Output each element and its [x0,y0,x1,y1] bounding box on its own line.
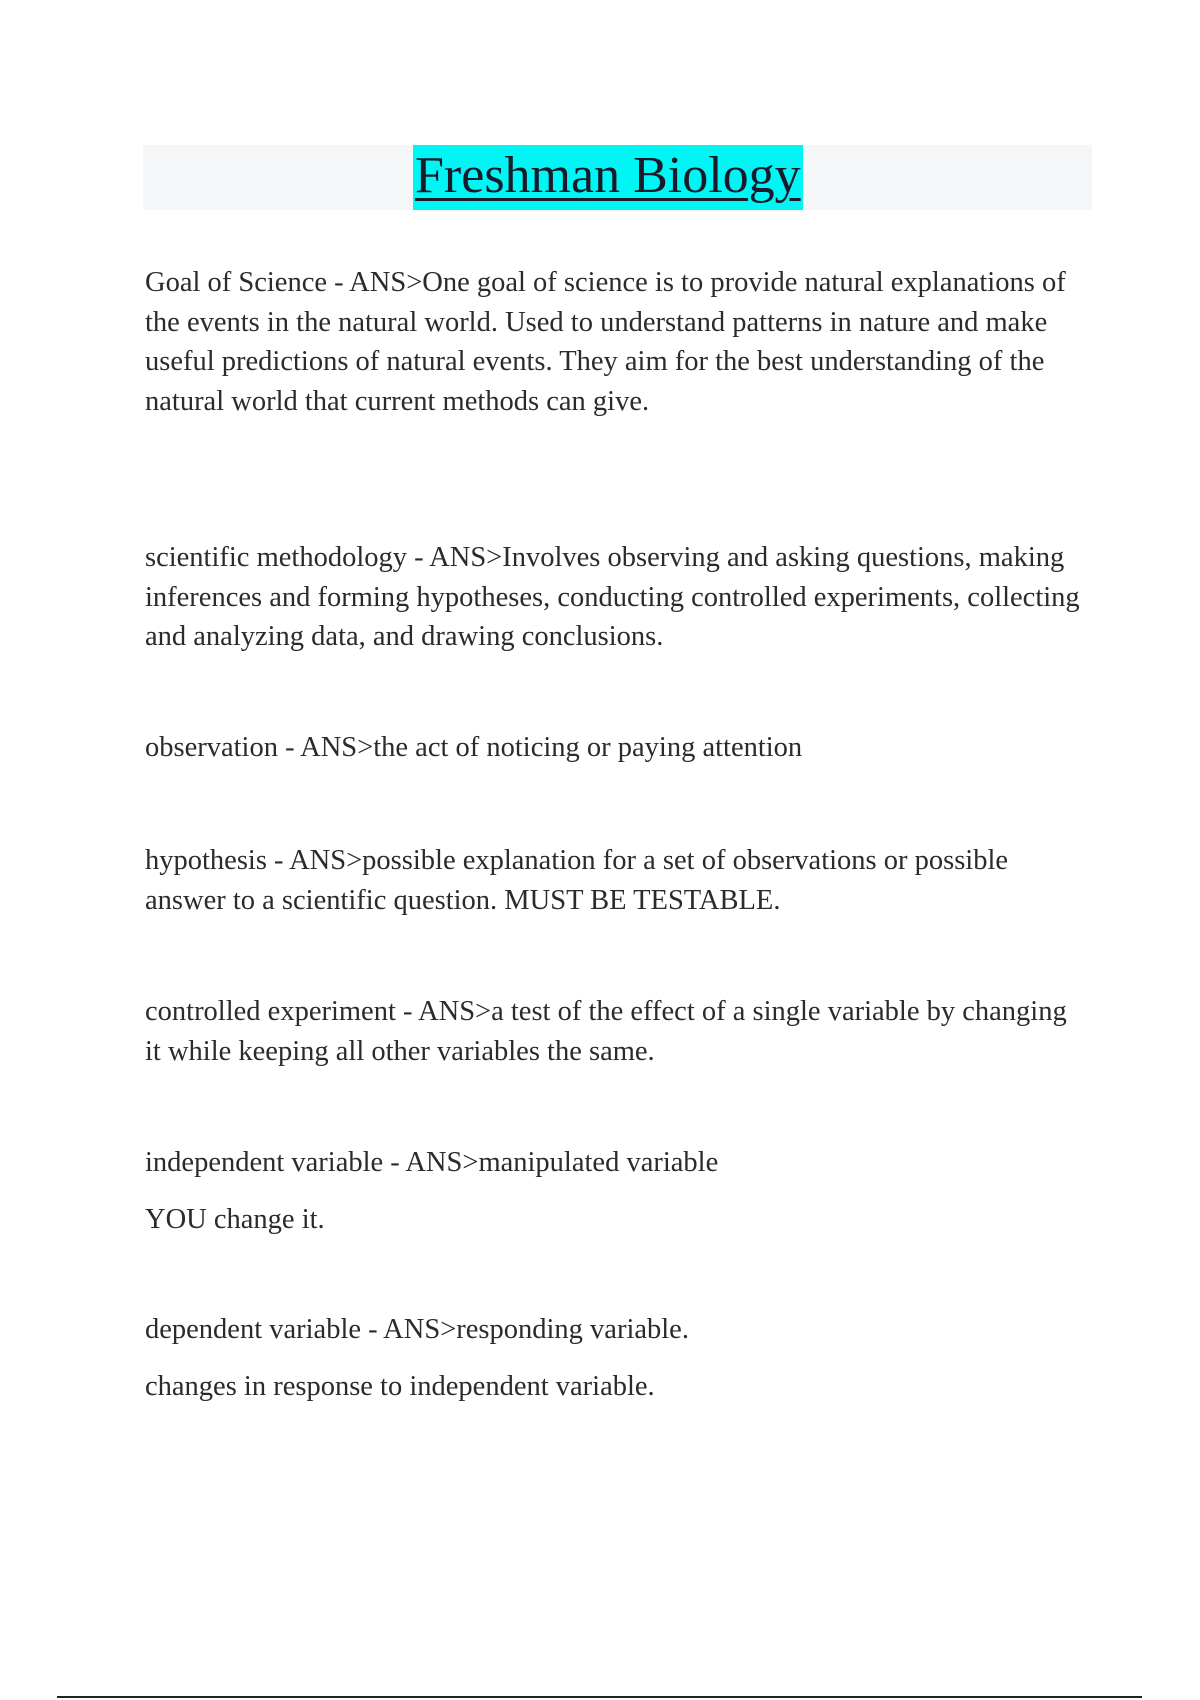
entry-text: hypothesis - ANS>possible explanation for a set of observations or possible answer to a scientific question. MUST BE TESTABLE. [145,845,1009,916]
flashcard-entry [145,1143,718,1239]
entry-note: changes in response to independent variable. [145,1370,655,1402]
entry-text: observation - ANS>the act of noticing or paying attention [145,732,803,763]
flashcard-entry [145,841,1085,920]
flashcard-entry [145,263,1085,421]
entry-text: Goal of Science - ANS>One goal of science is to provide natural explanations of the events in the natural world. Used to understand patterns in nature and make useful predictions of natural events. They aim for the best understanding of the natural world that current methods can give. [145,267,1066,417]
flashcard-entry [145,992,1085,1071]
entry-text: scientific methodology - ANS>Involves observing and asking questions, making inferences and forming hypotheses, conducting controlled experiments, collecting and analyzing data, and drawing conclusions. [145,542,1080,652]
entry-text: controlled experiment - ANS>a test of the effect of a single variable by changing it while keeping all other variables the same. [145,996,1067,1067]
entry-note: YOU change it. [145,1203,325,1235]
page-bottom-divider [57,1696,1142,1698]
flashcard-entry [145,1310,689,1406]
flashcard-entry [145,728,802,768]
flashcard-entry [145,538,1085,657]
entry-text: dependent variable - ANS>responding variable. [145,1314,689,1345]
page-title: Freshman Biology [413,145,803,210]
entry-text: independent variable - ANS>manipulated variable [145,1147,719,1178]
